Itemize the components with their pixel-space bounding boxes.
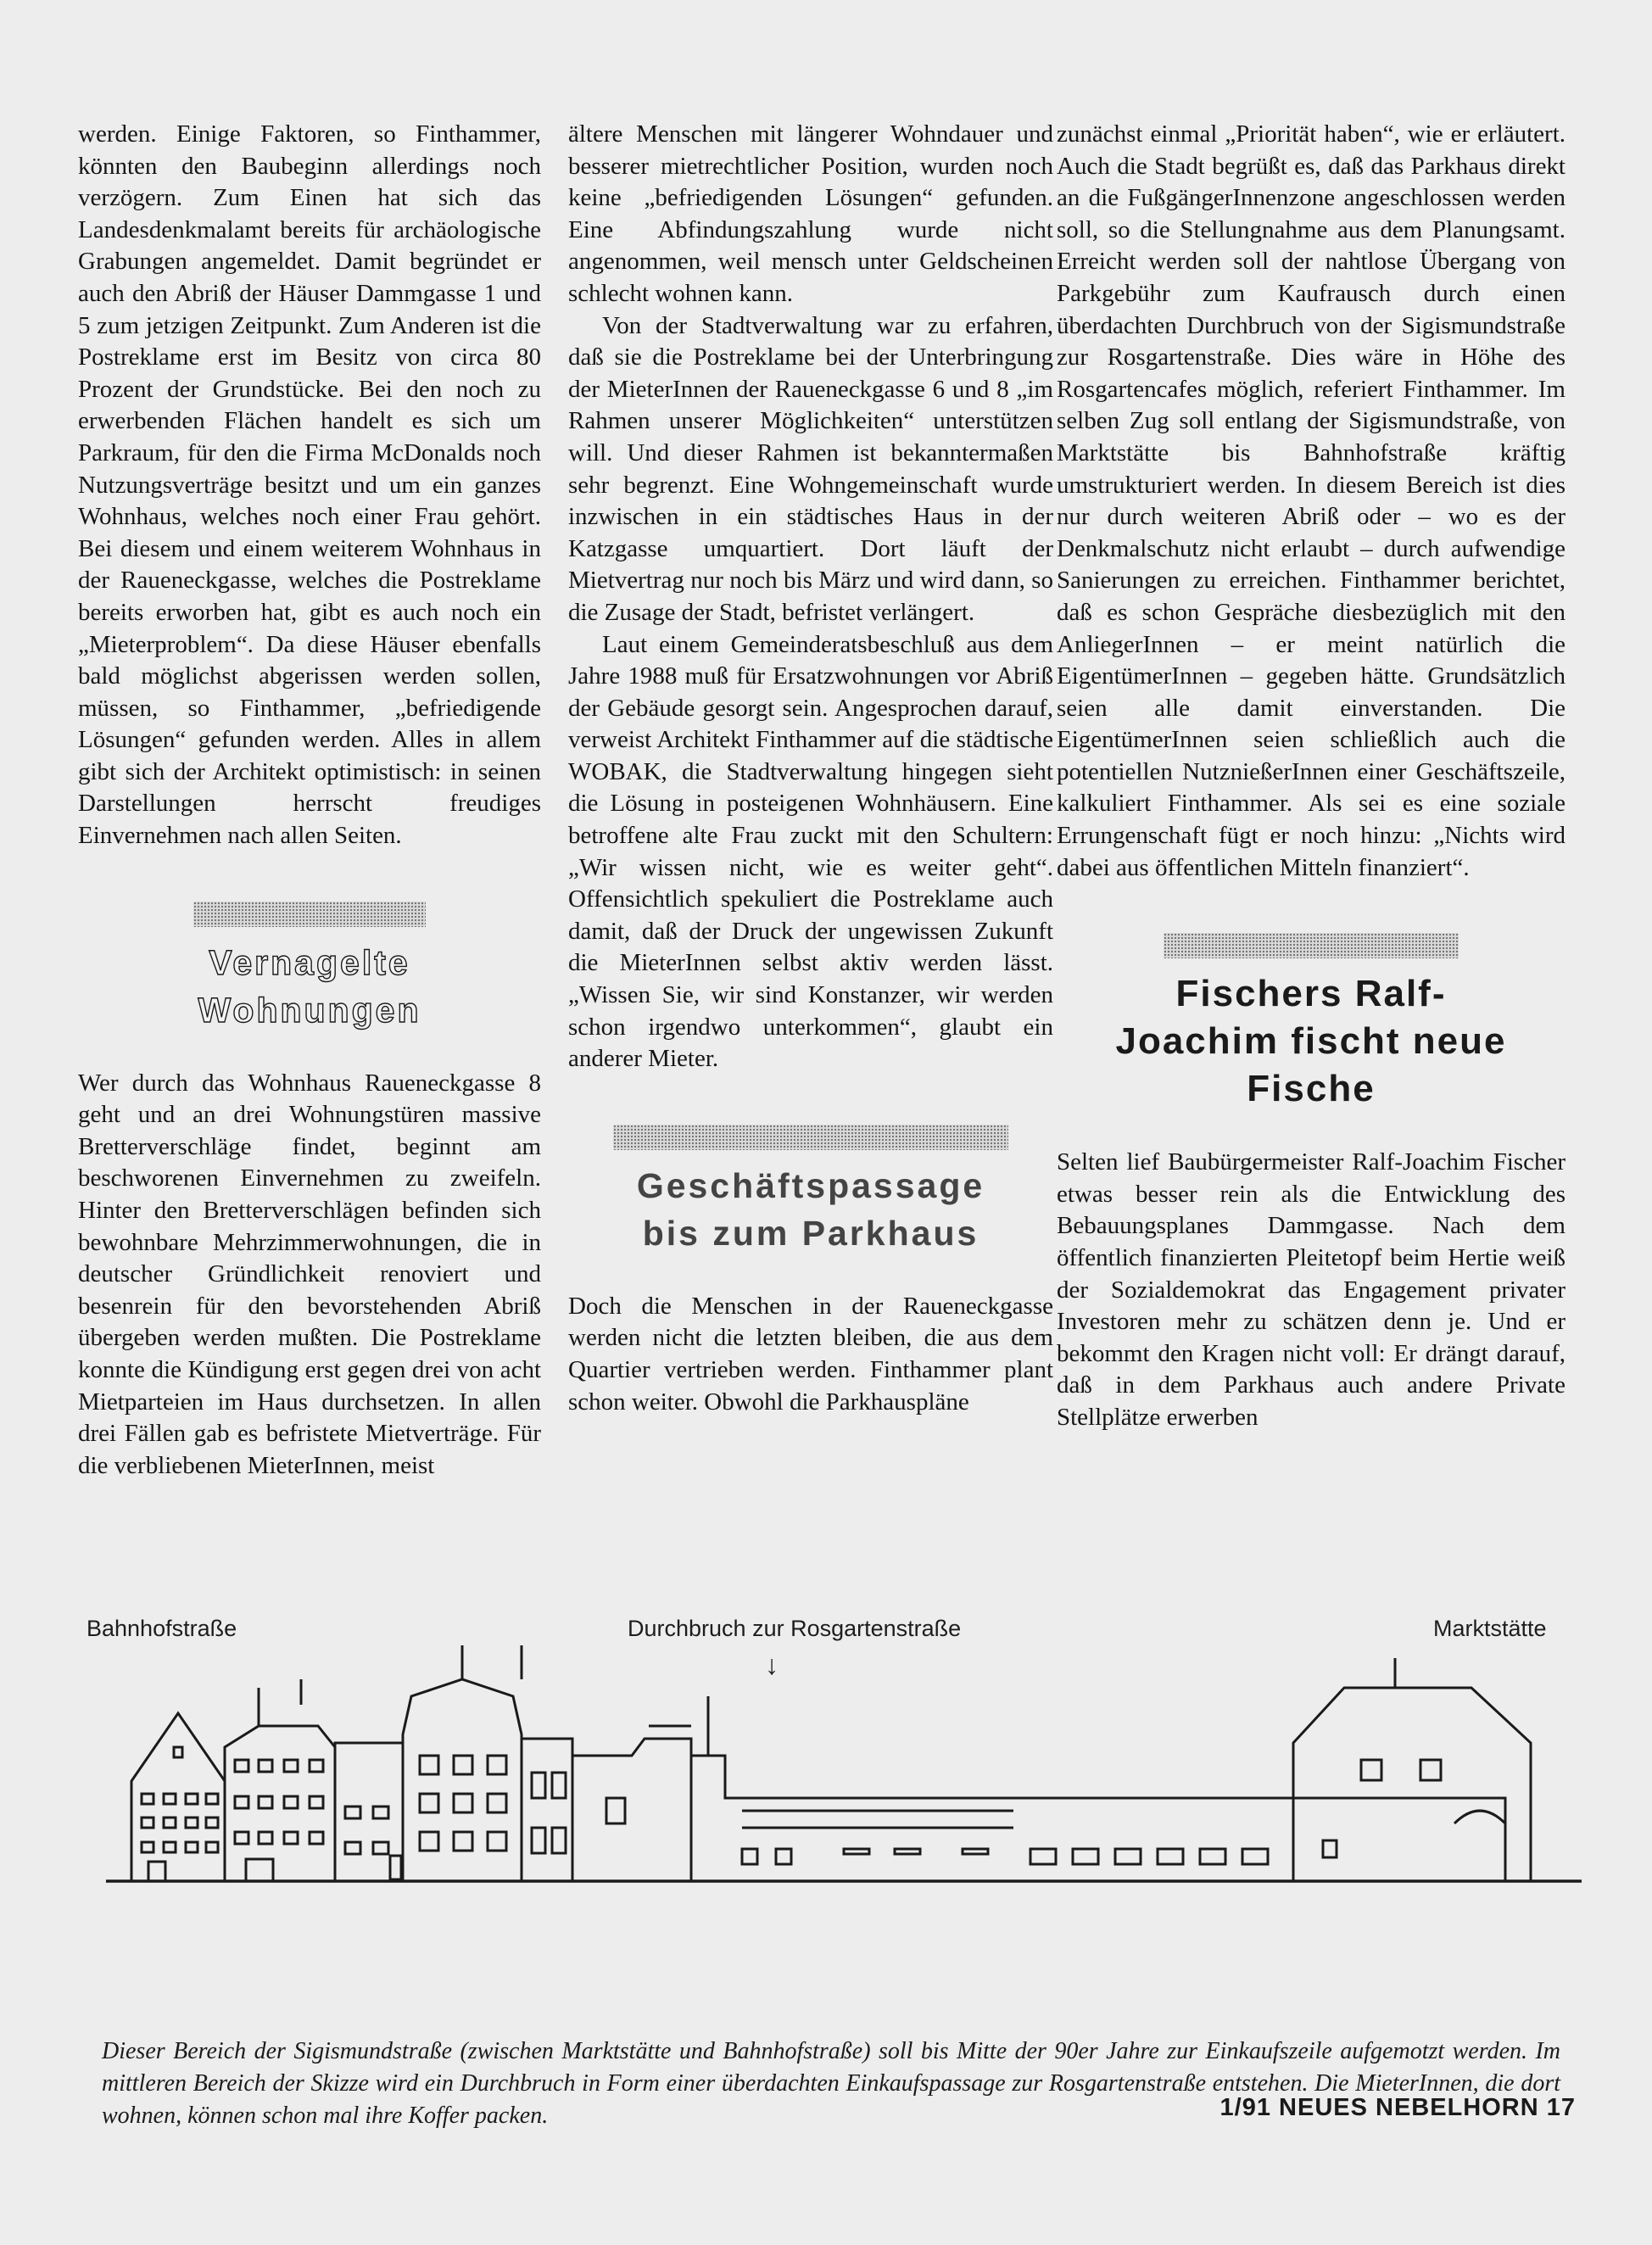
building-passage-area xyxy=(572,1726,691,1881)
street-sketch xyxy=(98,1645,1590,1968)
column-left xyxy=(78,119,541,1482)
halftone-bar xyxy=(193,902,426,927)
paragraph: zunächst einmal „Priorität haben“, wie er erläutert. Auch die Stadt begrüßt es, daß das Parkhaus direkt an die FußgängerInnenzone angeschlossen werden soll, so die Stellungnahme aus dem Planungsamt. Erreicht werden soll der nahtlose Übergang von Parkgebühr zum Kaufrausch durch einen überdachten Durchbruch von der Sigismundstraße zur Rosgartenstraße. Dies wäre in Höhe des Rosgartencafes möglich, referiert Finthammer. Im selben Zug soll entlang der Sigismundstraße, von Marktstätte bis Bahnhofstraße kräftig umstrukturiert werden. In diesem Bereich ist dies nur durch weiteren Abriß oder – wo es der Denkmalschutz nicht erlaubt – durch aufwendige Sanierungen zu erreichen. Finthammer berichtet, daß es schon Gespräche diesbezüglich mit den AnliegerInnen – er meint natürlich die EigentümerInnen – gegeben hätte. Grundsätzlich seien alle damit einverstanden. Die EigentümerInnen seien schließlich auch die potentiellen NutznießerInnen einer Geschäftszeile, kalkuliert Finthammer. Als sei es eine soziale Errungenschaft fügt er noch hinzu: „Nichts wird dabei aus öffentlichen Mitteln finanziert“. xyxy=(1057,120,1565,881)
heading-line: Joachim fischt neue xyxy=(1115,1020,1507,1063)
sketch-label-bahnhofstrasse: Bahnhofstraße xyxy=(87,1616,237,1641)
heading-line: Geschäftspassage xyxy=(636,1165,985,1205)
heading-line: Fischers Ralf- xyxy=(1175,973,1447,1015)
column-middle xyxy=(568,119,1053,1418)
building-long-shop xyxy=(691,1696,1505,1881)
heading-line: Wohnungen xyxy=(198,990,421,1030)
paragraph: Selten lief Baubürgermeister Ralf-Joachim Fischer etwas besser rein als die Entwicklung des Bebauungsplanes Dammgasse. Nach dem öffentlich finanzierten Pleitetopf beim Hertie weiß der Sozialdemokrat das Engagement privater Investoren mehr zu schätzen denn je. Und er bekommt den Kragen nicht voll: Er drängt darauf, daß in dem Parkhaus auch andere Private Stellplätze erwerben xyxy=(1057,1148,1565,1431)
paragraph: werden. Einige Faktoren, so Finthammer, könnten den Baubeginn allerdings noch verzögern. Zum Einen hat sich das Landesdenkmalamt bereits für archäologische Grabungen angemeldet. Damit begründet er auch den Abriß der Häuser Dammgasse 1 und 5 zum jetzigen Zeitpunkt. Zum Anderen ist die Postreklame erst im Besitz von circa 80 Prozent der Grundstücke. Bei den noch zu erwerbenden Flächen handelt es sich um Parkraum, für den die Firma McDonalds noch Nutzungsverträge besitzt und um ein ganzes Wohnhaus, welches noch einer Frau gehört. Bei diesem und einem weiterem Wohnhaus in der Raueneckgasse, welches die Postreklame bereits erworben hat, gibt es auch noch ein „Mieterproblem“. Da diese Häuser ebenfalls bald möglichst abgerissen werden sollen, müssen, so Finthammer, „befriedigende Lösungen“ gefunden werden. Alles in allem gibt sich der Architekt optimistisch: in seinen Darstellungen herrscht freudiges Einvernehmen nach allen Seiten. xyxy=(78,120,541,850)
halftone-bar xyxy=(613,1125,1008,1150)
page-footer: 1/91 NEUES NEBELHORN 17 xyxy=(1219,2094,1576,2121)
paragraph: Laut einem Gemeinderatsbeschluß aus dem Jahre 1988 muß für Ersatzwohnungen vor Abriß der Gebäude gesorgt sein. Angesprochen darauf, verweist Architekt Finthammer auf die städtische WOBAK, die Stadtverwaltung hingegen sieht die Lösung in posteigenen Wohnhäusern. Eine betroffene alte Frau zuckt mit den Schultern: „Wir wissen nicht, wie es weiter geht“. Offensichtlich spekuliert die Postreklame auch damit, daß der Druck der ungewissen Zukunft die MieterInnen selbst aktiv werden lässt. „Wissen Sie, wir sind Konstanzer, wir werden schon irgendwo unterkommen“, glaubt ein anderer Mieter. xyxy=(568,630,1053,1073)
section-heading-vernagelte xyxy=(78,902,541,1034)
heading-line: Fische xyxy=(1247,1068,1376,1110)
building-gabled-left xyxy=(131,1713,225,1881)
paragraph: Doch die Menschen in der Raueneckgasse werden nicht die letzten bleiben, die aus dem Quartier vertrieben werden. Finthammer plant schon weiter. Obwohl die Parkhauspläne xyxy=(568,1292,1053,1416)
section-heading-geschaeftspassage xyxy=(568,1125,1053,1257)
building-five xyxy=(522,1739,572,1881)
paragraph: Von der Stadtverwaltung war zu erfahren, daß sie die Postreklame bei der Unterbringung der MieterInnen der Raueneckgasse 6 und 8 „im Rahmen unserer Möglichkeiten“ unterstützen will. Und dieser Rahmen ist bekanntermaßen sehr begrenzt. Eine Wohngemeinschaft wurde inzwischen in ein städtisches Haus in der Katzgasse umquartiert. Dort läuft der Mietvertrag nur noch bis März und wird dann, so die Zusage der Stadt, befristet verlängert. xyxy=(568,311,1053,626)
paragraph: Wer durch das Wohnhaus Raueneckgasse 8 geht und an drei Wohnungstüren massive Bretterverschläge findet, beginnt am beschworenen Einvernehmen zu zweifeln. Hinter den Bretterverschlägen befinden sich bewohnbare Mehrzimmerwohnungen, die in deutscher Gründlichkeit renoviert und besenrein für den bevorstehenden Abriß übergeben werden mußten. Die Postreklame konnte die Kündigung erst gegen drei von acht Mietparteien im Haus durchsetzen. In allen drei Fällen gab es befristete Mietverträge. Für die verbliebenen MieterInnen, meist xyxy=(78,1069,541,1479)
halftone-bar xyxy=(1164,933,1459,958)
sketch-label-durchbruch: Durchbruch zur Rosgartenstraße xyxy=(628,1616,962,1641)
building-tower xyxy=(403,1645,522,1881)
building-second xyxy=(225,1688,335,1881)
paragraph: ältere Menschen mit längerer Wohndauer und besserer mietrechtlicher Position, wurden noch keine „befriedigenden Lösungen“ gefunden. Eine Abfindungszahlung wurde nicht angenommen, weil mensch unter Geldscheinen schlecht wohnen kann. xyxy=(568,120,1053,307)
image-caption: Dieser Bereich der Sigismundstraße (zwischen Marktstätte und Bahnhofstraße) soll bis Mitte der 90er Jahre zur Einkaufszeile aufgemotzt werden. Im mittleren Bereich der Skizze wird ein Durchbruch in Form einer überdachten Einkaufspassage zur Rosgartenstraße entstehen. Die MieterInnen, die dort wohnen, können schon mal ihre Koffer packen. xyxy=(102,2038,1560,2129)
column-right xyxy=(1057,119,1565,1434)
section-heading-fischers xyxy=(1057,933,1565,1113)
building-third xyxy=(301,1679,403,1881)
sketch-label-marktstaette: Marktstätte xyxy=(1433,1616,1547,1641)
heading-line: Vernagelte xyxy=(209,942,410,982)
arrow-down-icon: ↓ xyxy=(765,1650,779,1680)
building-marktstaette-right xyxy=(1293,1658,1531,1881)
heading-line: bis zum Parkhaus xyxy=(642,1213,979,1253)
